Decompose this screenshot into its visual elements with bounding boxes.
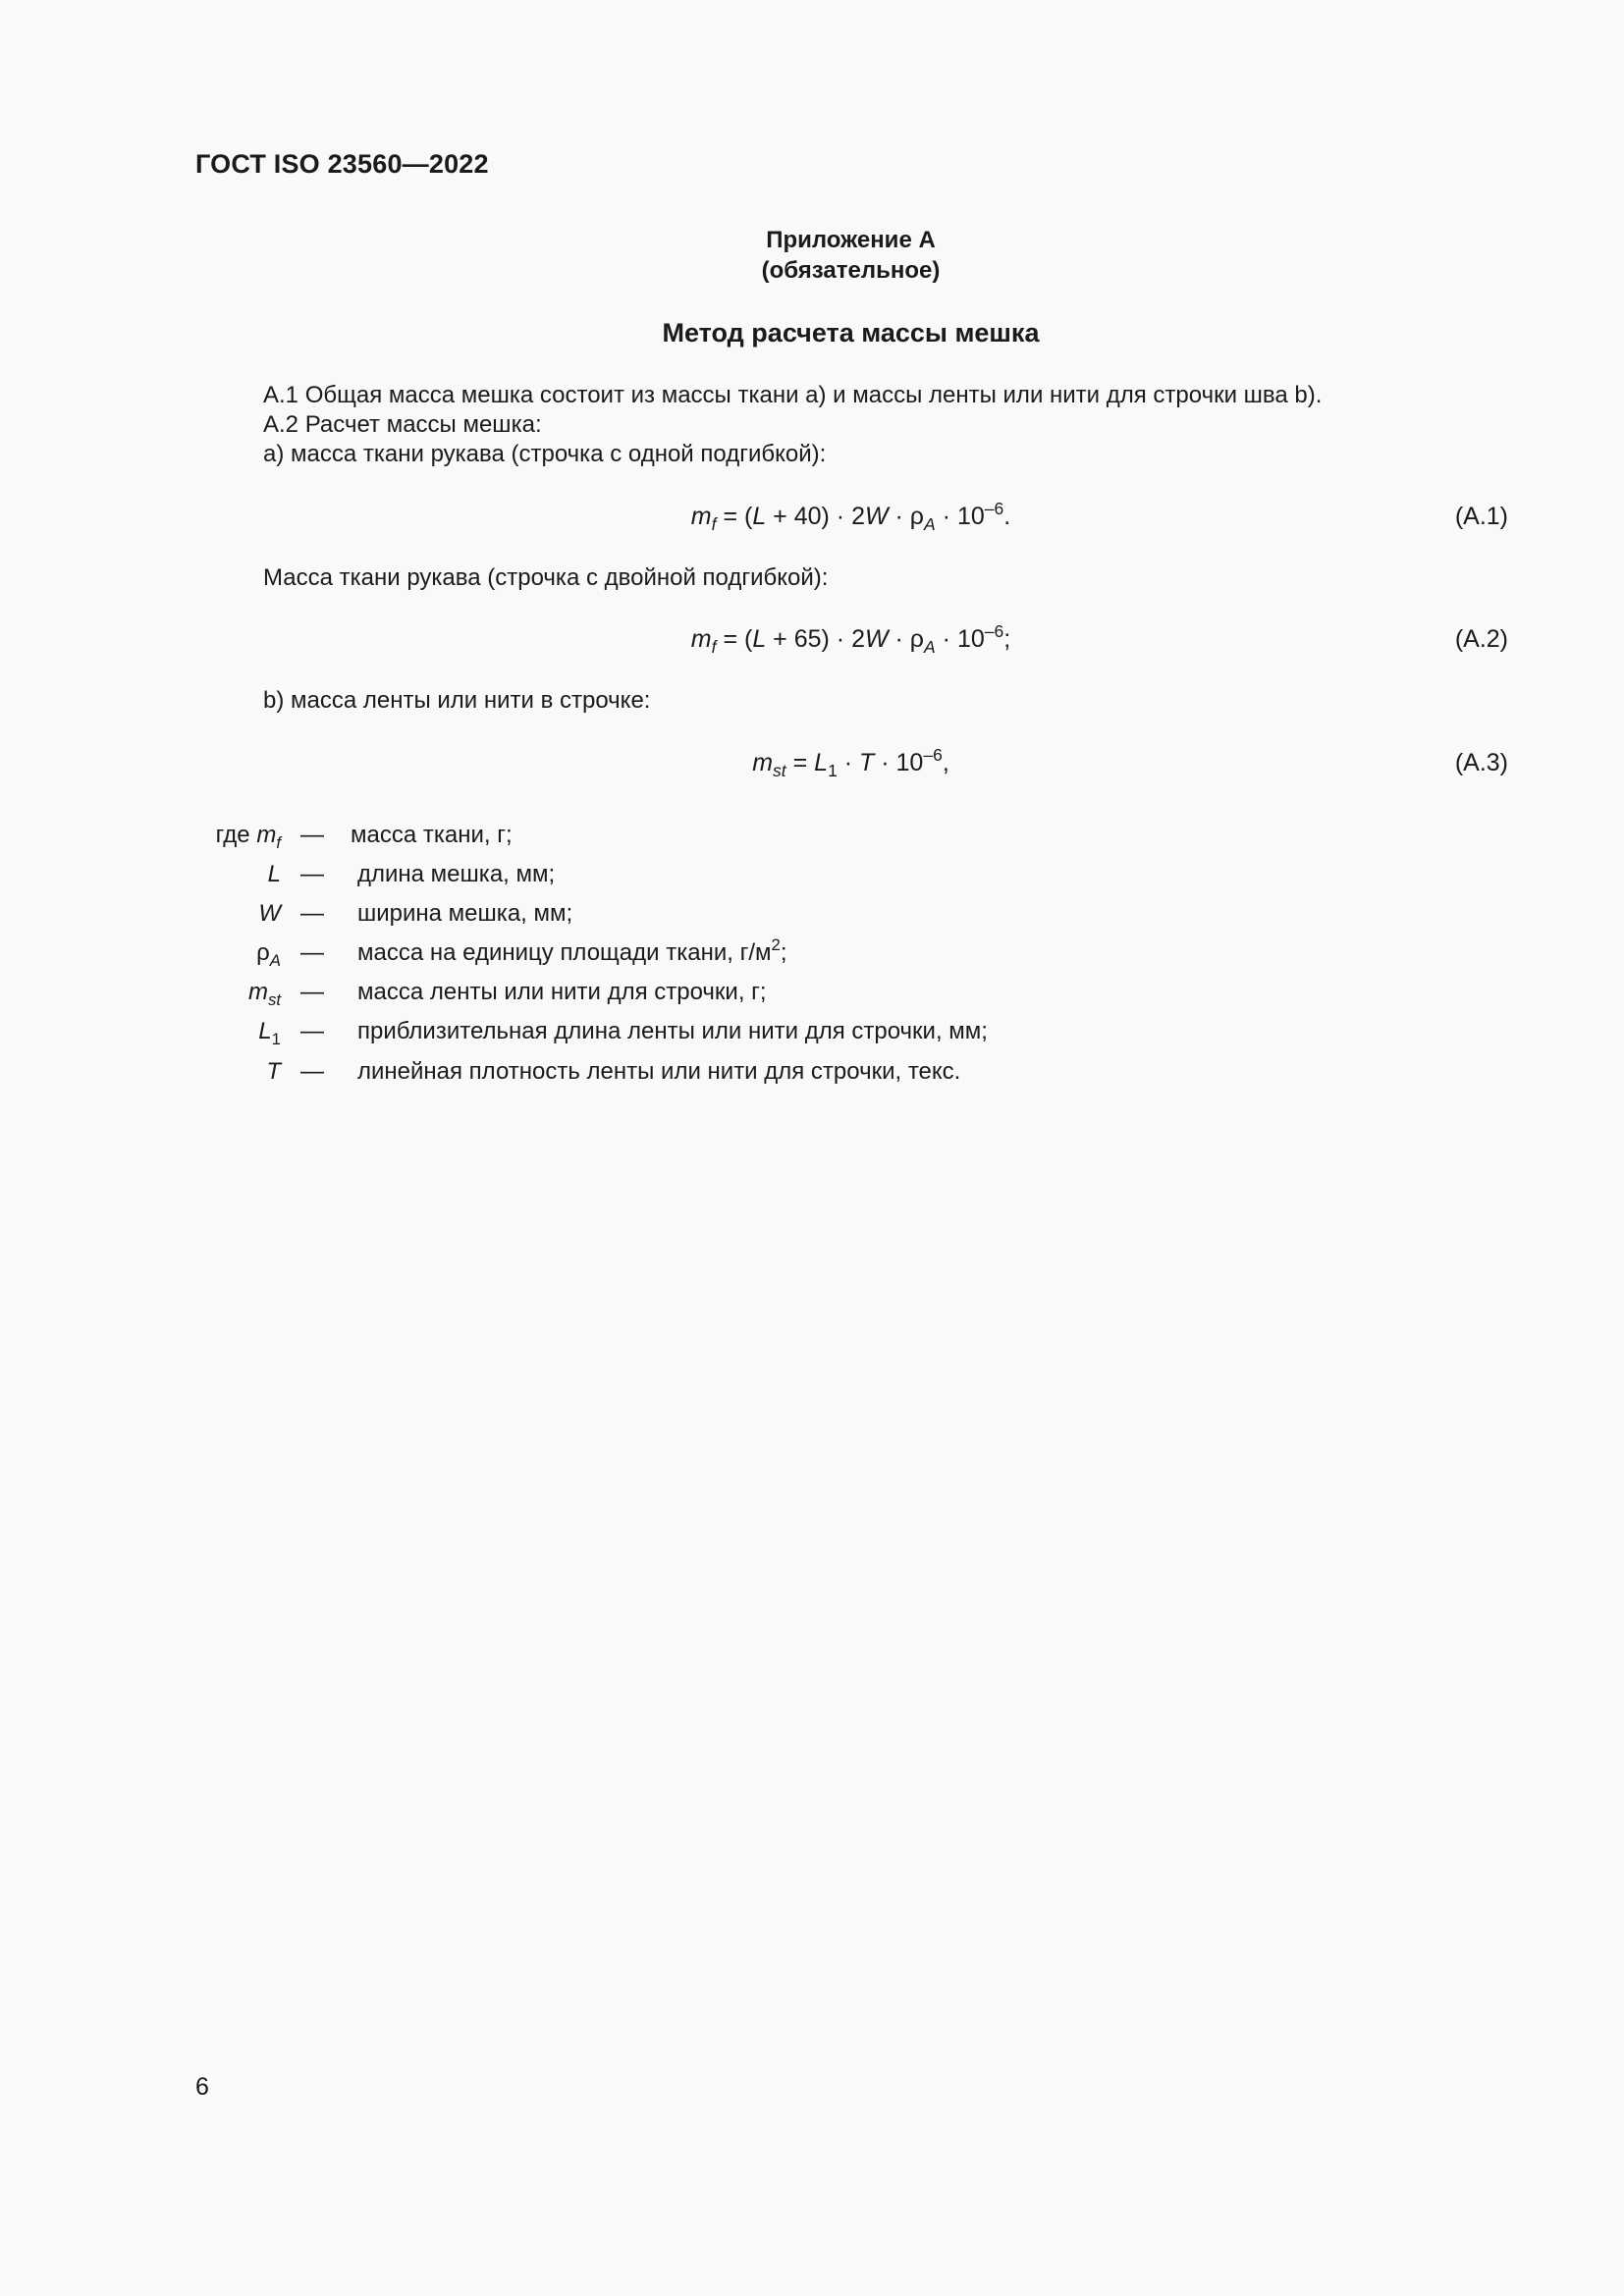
definition-symbol: где $m_f$: [215, 822, 281, 852]
definition-symbol: W: [258, 900, 281, 927]
definition-symbol: T: [266, 1058, 281, 1085]
annex-status: (обязательное): [761, 257, 941, 284]
page-number: 6: [195, 2073, 209, 2101]
equation-number-a1: (А.1): [1454, 503, 1508, 530]
list-item-a: а) масса ткани рукава (строчка с одной подгибкой):: [263, 441, 827, 467]
definition-symbol: $\rho_A$: [256, 939, 281, 970]
definition-dash: —: [300, 861, 324, 887]
formula-a3: $m_{st} = L_1 \cdot T \cdot 10^{-6}$,: [752, 745, 949, 780]
definition-dash: —: [300, 900, 324, 927]
definition-text: масса ткани, г;: [351, 822, 513, 848]
definition-dash: —: [300, 939, 324, 966]
document-code-header: ГОСТ ISO 23560—2022: [195, 149, 489, 179]
definition-row: [0, 822, 1624, 853]
equation-number-a2: (А.2): [1454, 625, 1508, 653]
definition-text: линейная плотность ленты или нити для строчки, текс.: [357, 1058, 961, 1085]
formula-a2: $m_f = (L + 65) \cdot 2W \cdot \rho_A \cdot 10^{-6}$;: [690, 621, 1011, 657]
annex-heading: Метод расчета массы мешка: [662, 318, 1040, 347]
definition-symbol: $m_{st}$: [247, 979, 281, 1009]
definition-dash: —: [300, 822, 324, 848]
list-item-b: b) масса ленты или нити в строчке:: [263, 687, 651, 714]
paragraph-double-fold: Масса ткани рукава (строчка с двойной подгибкой):: [263, 564, 829, 591]
paragraph-a2: А.2 Расчет массы мешка:: [263, 411, 542, 438]
definition-text: масса на единицу площади ткани, $г/м^2$;: [357, 935, 787, 966]
definition-row: [0, 1058, 1624, 1090]
definition-symbol: L: [267, 861, 281, 887]
definition-text: ширина мешка, мм;: [357, 900, 573, 927]
definition-row: [0, 935, 1624, 971]
formula-a1: $m_f = (L + 40) \cdot 2W \cdot \rho_A \cdot 10^{-6}$.: [690, 499, 1011, 534]
definition-row: [0, 1018, 1624, 1049]
definition-row: [0, 861, 1624, 892]
annex-title: Приложение А: [766, 227, 936, 253]
definition-row: [0, 900, 1624, 932]
definition-symbol: $L_1$: [258, 1018, 281, 1048]
definition-dash: —: [300, 979, 324, 1005]
definition-text: длина мешка, мм;: [357, 861, 556, 887]
definition-dash: —: [300, 1018, 324, 1044]
definition-dash: —: [300, 1058, 324, 1085]
definition-text: приблизительная длина ленты или нити для строчки, мм;: [357, 1018, 988, 1044]
definition-row: [0, 979, 1624, 1010]
definition-text: масса ленты или нити для строчки, г;: [357, 979, 767, 1005]
paragraph-a1: А.1 Общая масса мешка состоит из массы ткани а) и массы ленты или нити для строчки шва b).: [263, 382, 1323, 408]
equation-number-a3: (А.3): [1454, 749, 1508, 776]
